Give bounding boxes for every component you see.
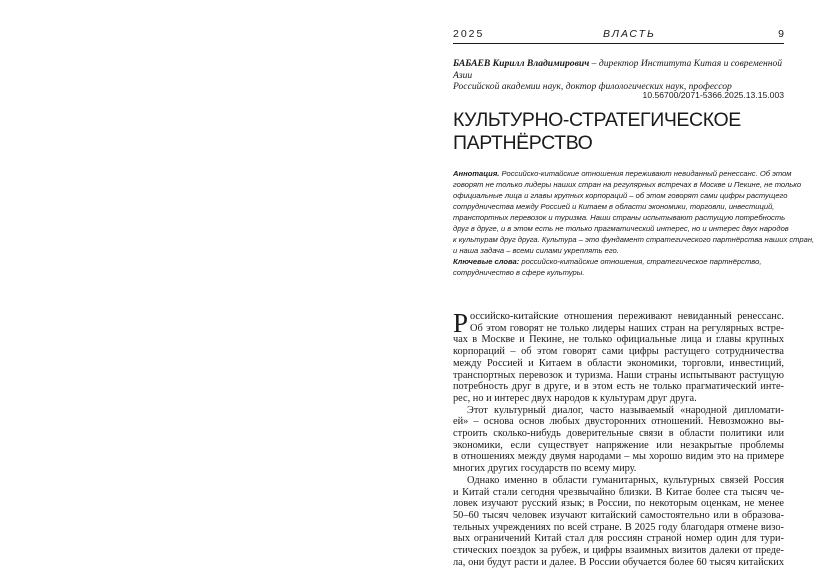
author-affiliation-line2: Российской академии наук, доктор филологических наук, профессор [453,81,732,92]
abstract-line: сотрудничества между Россией и Китаем в области экономики, торговли, инвестиций, [453,202,775,211]
abstract-line: транспортных перевозок и туризма. Наши страны испытывают растущую потребность [453,213,786,222]
running-header [449,28,784,42]
drop-cap: Р [453,308,469,338]
author-name: БАБАЕВ Кирилл Владимирович [453,58,590,69]
keywords-text: российско-китайские отношения, стратегическое партнёрство, [519,257,762,266]
abstract-line: друг в друге, и в этом есть не только прагматический интерес, но и интерес двух народов [453,224,789,233]
header-section: ВЛАСТЬ [603,28,656,40]
body-line: оссийско-китайские отношения переживают невиданный ренессанс. [470,311,784,322]
body-line: рес, но и интерес двух народов к культурам друг друга. [453,392,697,404]
abstract-line: официальные лица и главы крупных корпораций – об этом говорят сами цифры растущего [453,191,788,200]
body-line: в отношениях между двумя народами – мы хорошо видим это на примере [453,451,784,463]
body-line: ла, они будут расти и далее. В России обучается более 60 тысяч китайских [453,556,784,568]
abstract-label: Аннотация. [453,169,500,178]
page-number: 9 [778,28,784,40]
abstract-line: и наша задача – всеми силами укреплять его. [453,246,619,255]
body-line: корпораций – об этом говорят сами цифры растущего сотрудничества [453,346,784,358]
author-affiliation-line1: – директор Института Китая и современной Азии [453,58,783,81]
journal-page [449,28,815,568]
body-line: транспортных перевозок и туризма. Наши страны испытывают растущую [453,369,784,381]
header-divider [453,43,784,44]
body-line: чах в Москве и Пекине, не только официальные лица и главы крупных [453,334,784,346]
body-line: стических поездок за рубеж, и цифры взаимных визитов далеки от преде- [453,545,784,557]
body-line: ей» – основа основ любых двусторонних отношений. Невозможно вы- [453,416,784,428]
body-line: Однако именно в области гуманитарных, культурных связей Россия [467,474,784,486]
body-line: многих других государств по всему миру. [453,463,637,475]
abstract-line: Российско-китайские отношения переживают невиданный ренессанс. Об этом [499,169,792,178]
doi: 10.56700/2071-5366.2025.13.15.003 [642,90,784,100]
body-line: потребность друг в друге, и в этом есть не только прагматический инте- [453,381,784,393]
abstract-line: говорят не только лидеры наших стран на регулярных встречах в Москве и Пекине, не только [453,180,802,189]
header-year: 2025 [453,28,485,40]
body-line: Этот культурный диалог, часто называемый «народной дипломати- [467,404,784,416]
body-line: вых ограничений Китай стал для россиян страной номер один для тури- [453,533,784,545]
body-line: строить сколько-нибудь доверительные связи в области политики или [453,428,784,440]
title-line-1: КУЛЬТУРНО-СТРАТЕГИЧЕСКОЕ [453,109,741,131]
article-title [453,109,784,155]
body-line: Об этом говорят не только лидеры наших стран на регулярных встре- [470,322,784,334]
body-line: ловек изучают русский язык; в России, по некоторым оценкам, не менее [453,498,784,510]
body-line: тельных учреждениях по всей стране. В 2025 году благодаря отмене визо- [453,521,784,533]
article-body [453,308,784,568]
title-line-2: ПАРТНЁРСТВО [453,132,593,154]
body-line: между Россией и Китаем в области экономики, торговли, инвестиций, [453,357,784,369]
body-line: экономики, если существует напряжение или незакрытые проблемы [453,439,784,451]
author-block [453,58,784,93]
abstract [453,168,815,278]
abstract-line: к культурам друг друга. Культура – это фундамент стратегического партнёрства наших стран, [453,235,815,244]
body-line: и Китай стали сегодня чрезвычайно близки. В Китае более ста тысяч че- [453,486,784,498]
keywords-label: Ключевые слова: [453,257,520,266]
body-line: 50–60 тысяч человек изучают китайский самостоятельно или в образова- [453,509,784,521]
keywords-text: сотрудничество в сфере культуры. [453,268,585,277]
